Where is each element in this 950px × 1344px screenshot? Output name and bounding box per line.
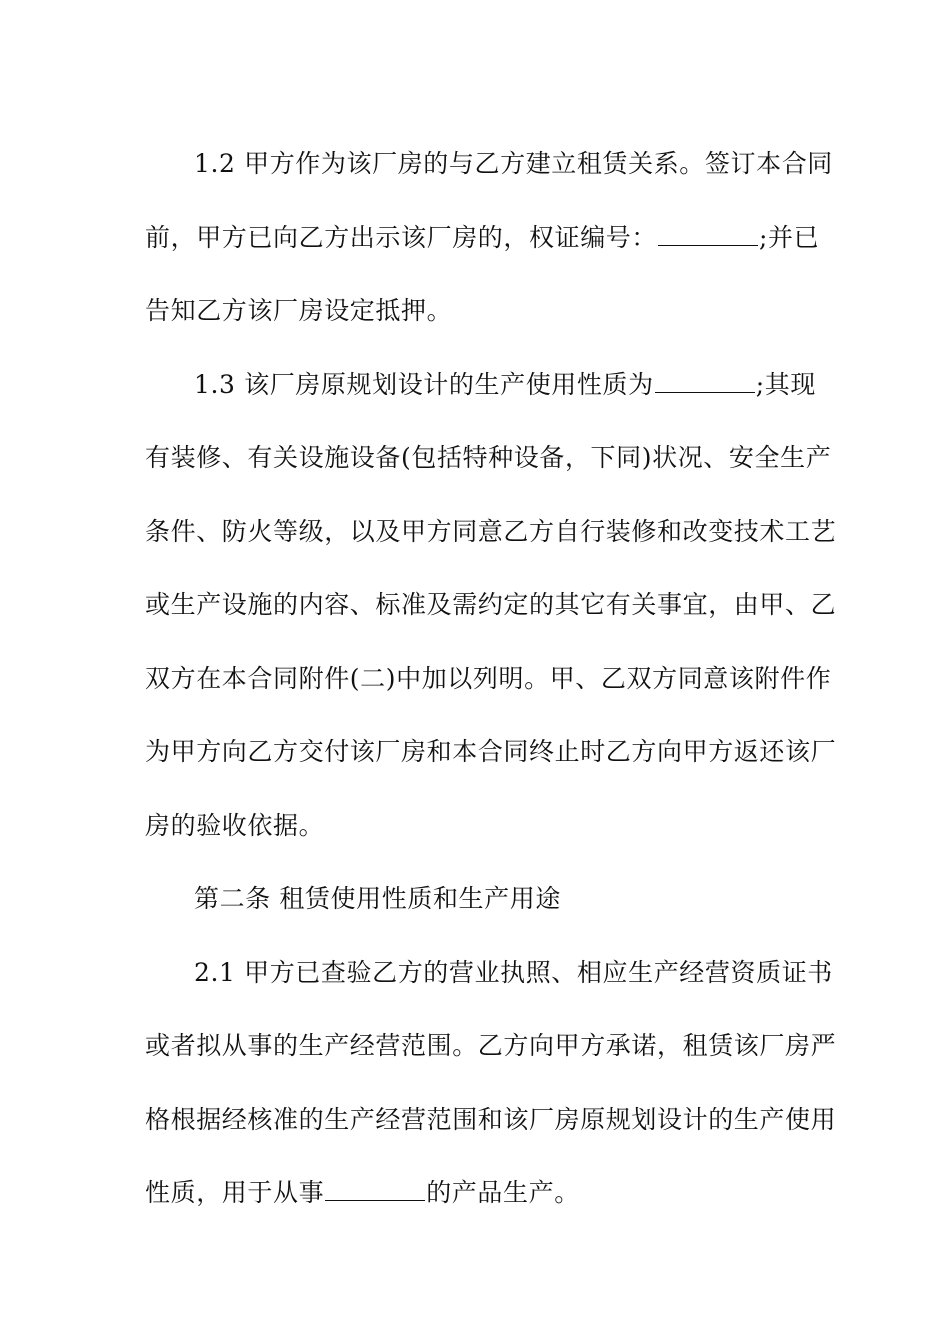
text-line: 2.1 甲方已查验乙方的营业执照、相应生产经营资质证书 [194,957,833,987]
paragraph-1-2 [145,127,833,348]
text-line: 或生产设施的内容、标准及需约定的其它有关事宜，由甲、乙 [145,590,837,619]
fill-in-blank [325,1180,425,1201]
text-line: 房的验收依据。 [145,810,325,840]
text-line: 有装修、有关设施设备(包括特种设备，下同)状况、安全生产 [145,443,832,472]
contract-body [145,127,837,1230]
fill-in-blank [658,225,758,246]
text-line: 双方在本合同附件(二)中加以列明。甲、乙双方同意该附件作 [145,663,832,693]
text-line: 前，甲方已向乙方出示该厂房的，权证编号： ;并已 [145,222,820,252]
text-line: 1.3 该厂房原规划设计的生产使用性质为 ;其现 [194,369,816,399]
fill-in-blank [655,372,755,393]
text-line: 条件、防火等级，以及甲方同意乙方自行装修和改变技术工艺 [145,516,837,546]
text-line: 为甲方向乙方交付该厂房和本合同终止时乙方向甲方返还该厂 [145,737,837,766]
text-line: 1.2 甲方作为该厂房的与乙方建立租赁关系。签订本合同 [194,149,833,178]
text-line: 性质，用于从事 的产品生产。 [145,1178,580,1207]
text-line: 告知乙方该厂房设定抵押。 [145,296,453,325]
paragraph-1-3 [145,348,837,863]
section-heading-article-2 [145,862,810,936]
text-line: 第二条 租赁使用性质和生产用途 [194,884,561,913]
text-line: 或者拟从事的生产经营范围。乙方向甲方承诺，租赁该厂房严 [145,1031,837,1060]
paragraph-2-1 [145,936,837,1230]
text-line: 格根据经核准的生产经营范围和该厂房原规划设计的生产使用 [145,1104,837,1134]
